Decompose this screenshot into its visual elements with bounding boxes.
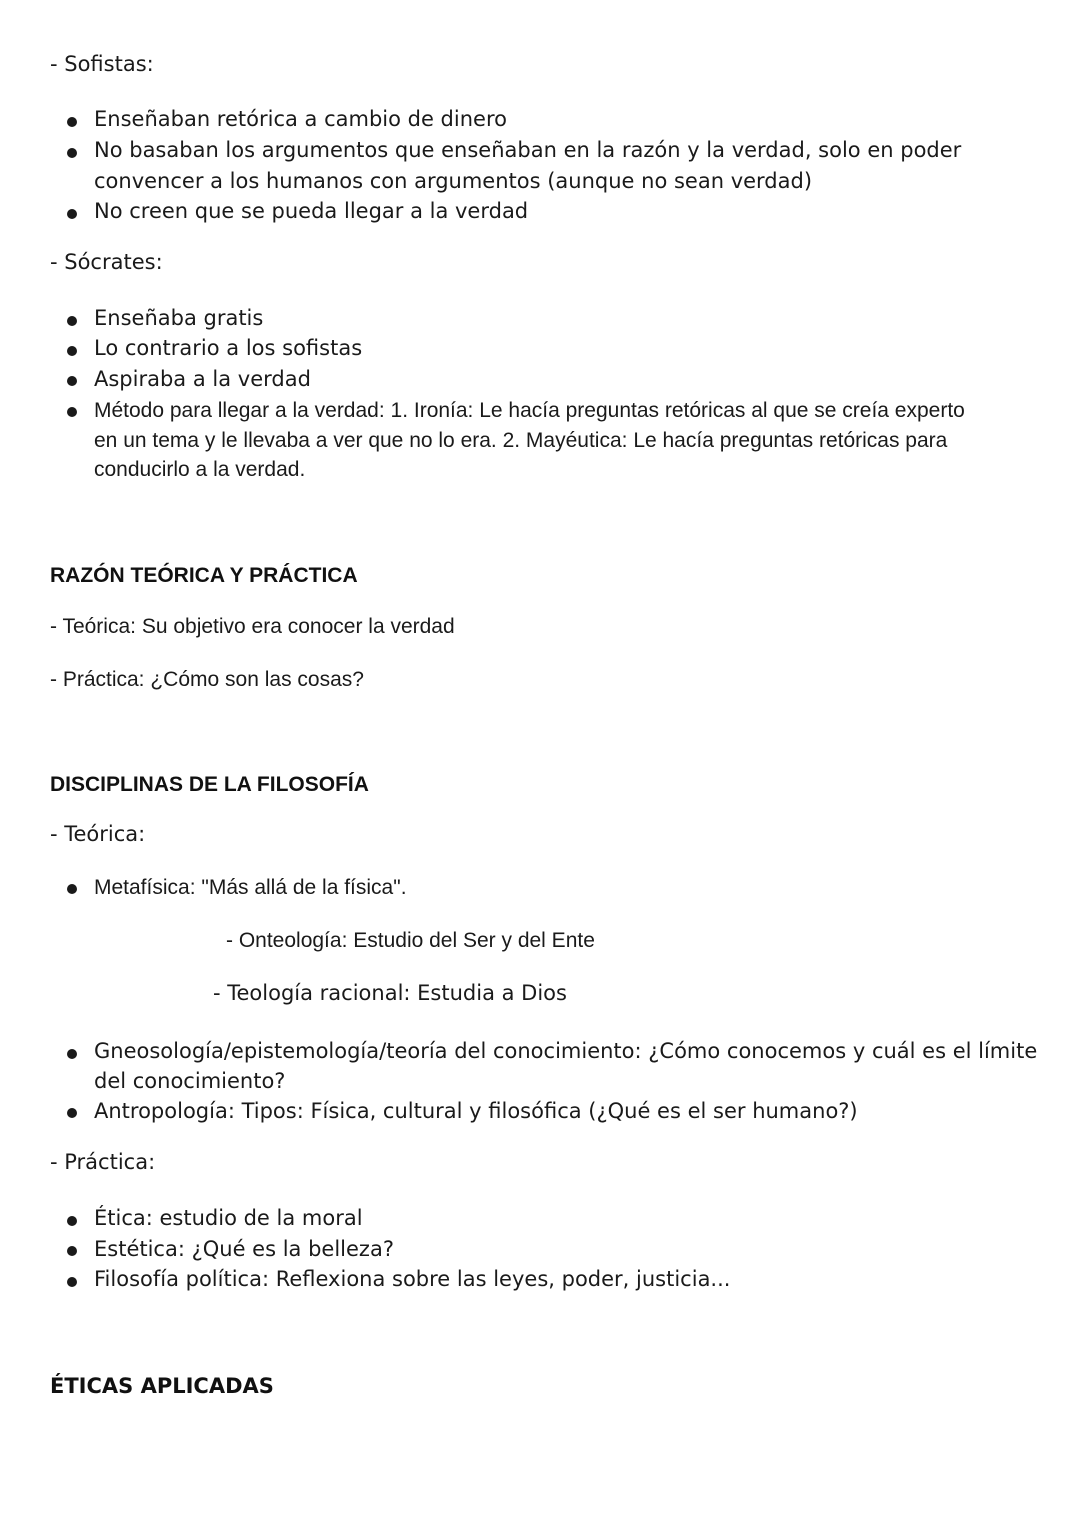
bullet-dot [67,376,77,386]
list-item: No basaban los argumentos que enseñaban en la razón y la verdad, solo en poder [94,138,962,162]
bullet-dot [67,1246,77,1256]
bullet-dot [67,316,77,326]
razon-teorica: - Teórica: Su objetivo era conocer la verdad [50,615,455,638]
bullet-dot [67,884,77,894]
list-item: Enseñaba gratis [94,306,264,330]
list-item: Ética: estudio de la moral [94,1206,363,1230]
list-item: No creen que se pueda llegar a la verdad [94,199,529,223]
list-item: Aspiraba a la verdad [94,367,311,391]
list-item: Filosofía política: Reflexiona sobre las leyes, poder, justicia... [94,1267,731,1291]
list-item-continuation: conducirlo a la verdad. [94,458,306,481]
practica-heading: - Práctica: [50,1150,156,1174]
list-item: Antropología: Tipos: Física, cultural y filosófica (¿Qué es el ser humano?) [94,1099,858,1123]
list-item-continuation: del conocimiento? [94,1069,286,1093]
bullet-dot [67,148,77,158]
bullet-dot [67,1277,77,1287]
sub-item-onteologia: - Onteología: Estudio del Ser y del Ente [226,929,595,952]
list-item: Lo contrario a los sofistas [94,336,363,360]
section-title-disciplinas: DISCIPLINAS DE LA FILOSOFÍA [50,773,369,796]
bullet-dot [67,1049,77,1059]
bullet-dot [67,1216,77,1226]
list-item: Metafísica: "Más allá de la física". [94,876,407,899]
section-title-razon: RAZÓN TEÓRICA Y PRÁCTICA [50,564,358,587]
list-item: Método para llegar a la verdad: 1. Ironía: Le hacía preguntas retóricas al que se creía experto [94,399,965,422]
list-item: Enseñaban retórica a cambio de dinero [94,107,507,131]
section-title-eticas: ÉTICAS APLICADAS [50,1374,274,1398]
list-item-continuation: en un tema y le llevaba a ver que no lo era. 2. Mayéutica: Le hacía preguntas retóricas para [94,429,948,452]
razon-practica: - Práctica: ¿Cómo son las cosas? [50,668,364,691]
bullet-dot [67,209,77,219]
list-item: Gneosología/epistemología/teoría del conocimiento: ¿Cómo conocemos y cuál es el límite [94,1039,1038,1063]
bullet-dot [67,346,77,356]
list-item: Estética: ¿Qué es la belleza? [94,1237,394,1261]
socrates-heading: - Sócrates: [50,250,163,274]
bullet-dot [67,117,77,127]
list-item-continuation: convencer a los humanos con argumentos (aunque no sean verdad) [94,169,813,193]
bullet-dot [67,407,77,417]
bullet-dot [67,1108,77,1118]
sub-item-teologia: - Teología racional: Estudia a Dios [213,981,567,1005]
sofistas-heading: - Sofistas: [50,52,154,76]
teorica-heading: - Teórica: [50,822,146,846]
